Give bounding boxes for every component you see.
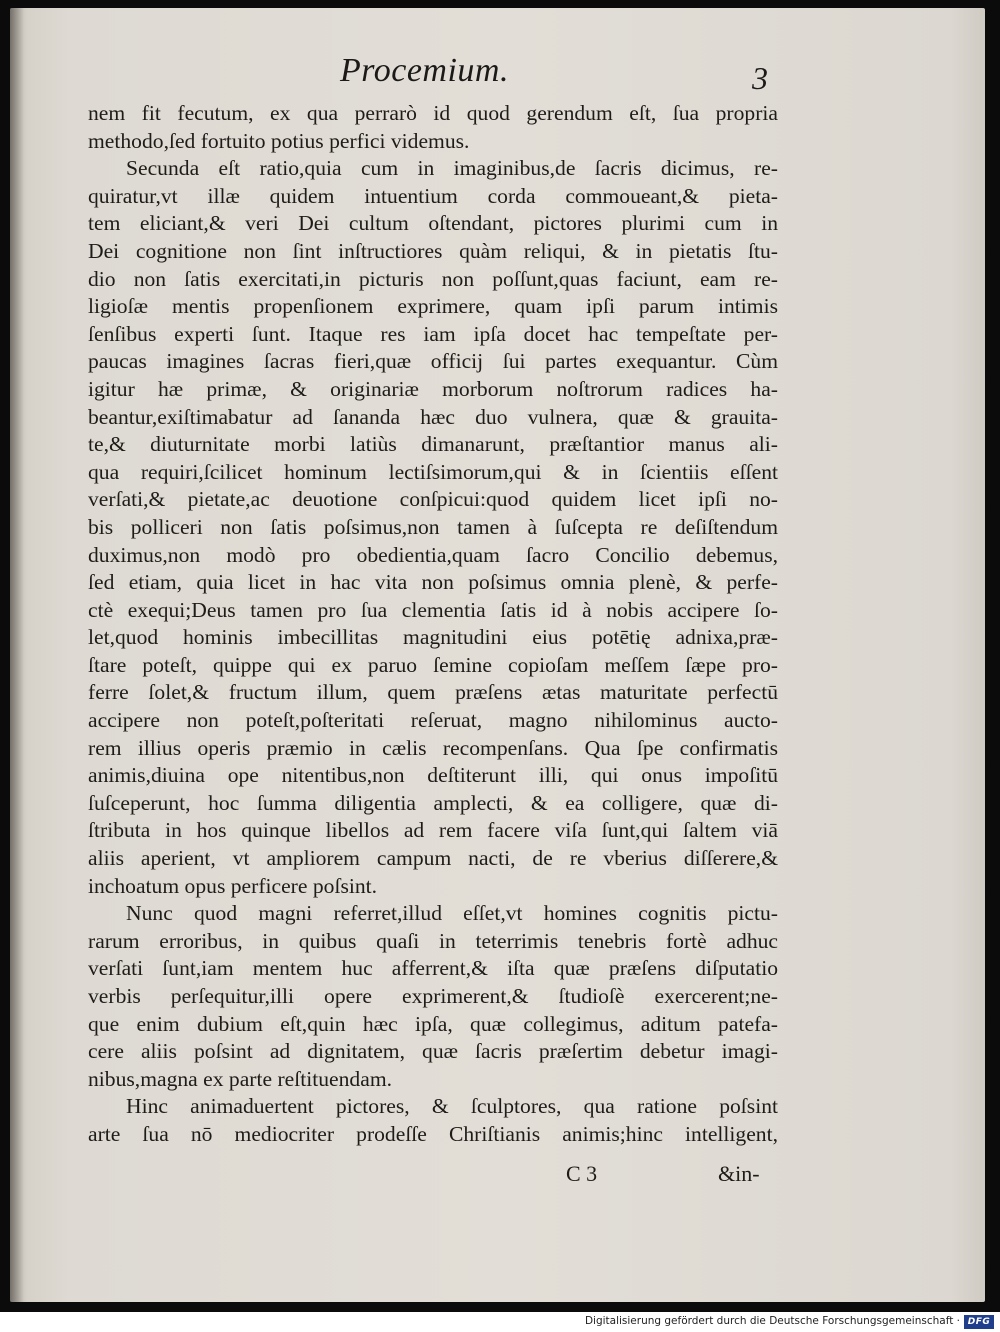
text-line: cere aliis poſsint ad dignitatem, quæ ſacris præſertim debetur imagi-	[88, 1039, 778, 1064]
attribution-text: Digitalisierung gefördert durch die Deutsche Forschungsgemeinschaft ·	[584, 1315, 960, 1327]
text-line: dio non ſatis exercitati,in picturis non poſſunt,quas faciunt, eam re-	[88, 266, 778, 291]
text-line: paucas imagines ſacras fieri,quæ officij ſui partes exequantur. Cùm	[88, 349, 778, 374]
page-footer	[0, 1161, 1000, 1191]
text-line: let,quod hominis imbecillitas magnitudini eius potētię adnixa,præ-	[88, 625, 778, 650]
text-line: rem illius operis præmio in cælis recompenſans. Qua ſpe confirmatis	[88, 735, 778, 760]
text-line: quiratur,vt illæ quidem intuentium corda commoueant,& pieta-	[88, 183, 778, 208]
text-line: qua requiri,ſcilicet hominum lectiſsimorum,qui & in ſcientiis eſſent	[88, 459, 778, 484]
text-line: te,& diuturnitate morbi latiùs dimanarunt, præſtantior manus ali-	[88, 432, 778, 457]
text-line: ligioſæ mentis propenſionem exprimere, quam ipſi parum intimis	[88, 294, 778, 319]
attribution-bar	[0, 1313, 1000, 1332]
text-line: beantur,exiſtimabatur ad ſananda hæc duo vulnera, quæ & grauita-	[88, 404, 778, 429]
text-line: ctè exequi;Deus tamen pro ſua clementia ſatis id à nobis accipere ſo-	[88, 597, 778, 622]
page-number: 3	[752, 60, 768, 96]
text-line: methodo,ſed fortuito potius perfici videmus.	[88, 128, 470, 153]
signature-mark: C 3	[566, 1161, 598, 1186]
text-line: igitur hæ primæ, & originariæ morborum noſtrorum radices ha-	[88, 376, 778, 401]
body-text	[88, 100, 778, 1149]
text-line: animis,diuina ope nitentibus,non deſtiterunt illi, qui onus impoſitū	[88, 763, 778, 788]
running-head	[0, 52, 1000, 98]
text-line: que enim dubium eſt,quin hæc ipſa, quæ collegimus, aditum patefa-	[88, 1011, 778, 1036]
text-line: ſed etiam, quia licet in hac vita non poſsimus omnia plenè, & perfe-	[88, 570, 778, 595]
text-line: Dei cognitione non ſint inſtructiores quàm reliqui, & in pietatis ſtu-	[88, 238, 778, 263]
text-line: nibus,magna ex parte reſtituendam.	[88, 1066, 393, 1091]
text-line: arte ſua nō mediocriter prodeſſe Chriſtianis animis;hinc intelligent,	[88, 1121, 778, 1146]
page-title: Procemium.	[340, 52, 509, 89]
text-line: verbis perſequitur,illi opere exprimerent,& ſtudioſè exercerent;ne-	[88, 984, 778, 1008]
text-line: inchoatum opus perficere poſsint.	[88, 873, 378, 898]
catchword: &in-	[718, 1161, 760, 1186]
text-line: verſati,& pietate,ac deuotione conſpicui:quod quidem licet ipſi no-	[88, 487, 778, 512]
dfg-logo: DFG	[964, 1315, 994, 1329]
text-line: Hinc animaduertent pictores, & ſculptores, qua ratione poſsint	[126, 1094, 778, 1119]
text-line: ferre ſolet,& fructum illum, quem præſens ætas maturitate perfectū	[88, 680, 778, 705]
text-line: aliis aperient, vt ampliorem campum nacti, de re vberius diſſerere,&	[88, 846, 778, 871]
text-line: accipere non poteſt,poſteritati reſeruat, magno nihilominus aucto-	[88, 708, 778, 733]
text-line: duximus,non modò pro obedientia,quam ſacro Concilio debemus,	[88, 542, 778, 567]
text-line: ſtributa in hos quinque libellos ad rem facere viſa ſunt,qui ſaltem viā	[88, 818, 778, 843]
gutter-shadow	[10, 8, 24, 1302]
text-line: ſtare poteſt, quippe qui ex paruo ſemine copioſam meſſem ſæpe pro-	[88, 652, 778, 677]
text-line: ſenſibus experti ſunt. Itaque res iam ipſa docet hac tempeſtate per-	[88, 321, 778, 346]
text-line: bis polliceri non ſatis poſsimus,non tamen à ſuſcepta re deſiſtendum	[88, 514, 778, 539]
text-line: nem fit fecutum, ex qua perrarò id quod gerendum eſt, ſua propria	[88, 101, 778, 125]
text-line: rarum erroribus, in quibus quaſi in teterrimis tenebris fortè adhuc	[88, 928, 778, 953]
text-line: Secunda eſt ratio,quia cum in imaginibus,de ſacris dicimus, re-	[126, 156, 778, 181]
text-line: ſuſceperunt, hoc ſumma diligentia amplecti, & ea colligere, quæ di-	[88, 790, 778, 815]
text-line: verſati ſunt,iam mentem huc afferrent,& iſta quæ præſens diſputatio	[88, 956, 778, 981]
text-line: tem eliciant,& veri Dei cultum oſtendant, pictores plurimi cum in	[88, 211, 778, 236]
text-line: Nunc quod magni referret,illud eſſet,vt homines cognitis pictu-	[126, 901, 778, 926]
